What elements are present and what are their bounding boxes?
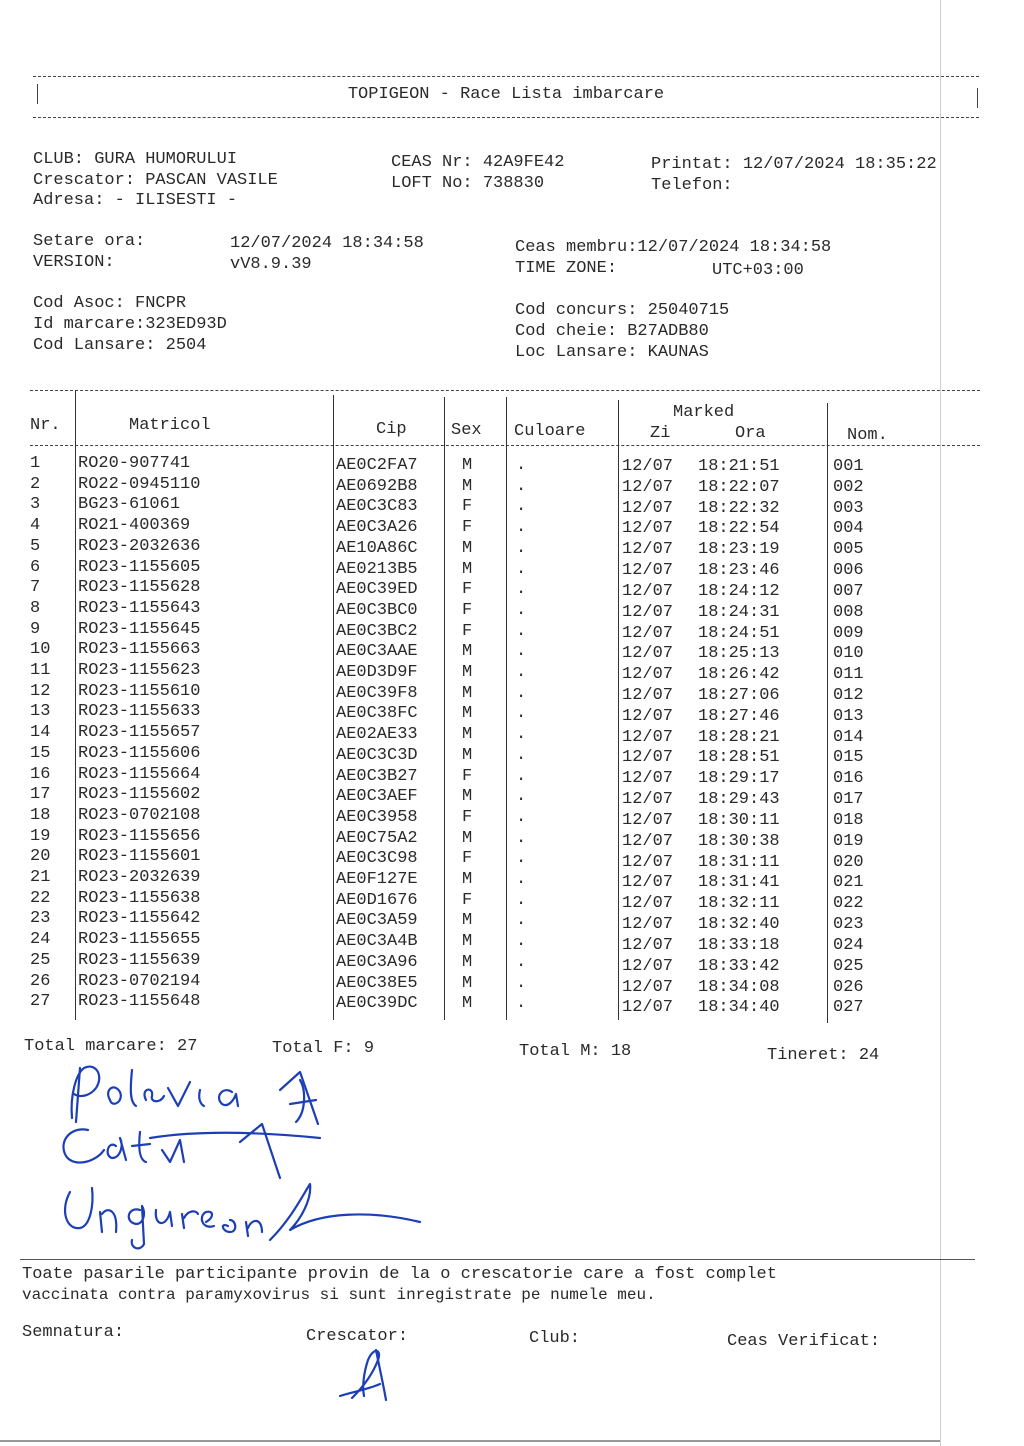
cell-sex: M	[462, 559, 473, 579]
cell-nom: 011	[833, 665, 864, 685]
cell-sex: F	[462, 497, 473, 517]
cell-sex: M	[462, 476, 473, 496]
cell-zi: 12/07	[622, 748, 674, 768]
cell-sex: M	[462, 787, 473, 807]
cell-ora: 18:29:43	[698, 790, 780, 810]
cell-nr: 15	[30, 743, 51, 763]
cell-zi: 12/07	[622, 998, 674, 1018]
cell-ora: 18:23:46	[698, 561, 780, 581]
cell-nr: 12	[30, 681, 51, 701]
ceas-verificat-label: Ceas Verificat:	[727, 1332, 881, 1351]
cell-nom: 005	[833, 540, 864, 560]
cell-culoare: .	[516, 973, 527, 993]
cell-sex: F	[462, 766, 473, 786]
cell-matricol: RO23-0702194	[78, 971, 201, 991]
statement-line-2: vaccinata contra paramyxovirus si sunt inregistrate pe numele meu.	[22, 1286, 656, 1304]
cell-cip: AE0C3C83	[336, 497, 418, 517]
cell-culoare: .	[516, 642, 527, 662]
cell-nom: 023	[833, 915, 864, 935]
header-nr: Nr.	[30, 416, 61, 435]
printat: Printat: 12/07/2024 18:35:22	[651, 155, 937, 174]
cell-sex: M	[462, 725, 473, 745]
header-zi: Zi	[650, 424, 671, 443]
cell-culoare: .	[516, 725, 527, 745]
title-box	[33, 70, 979, 120]
cell-nr: 21	[30, 868, 51, 887]
cod-cheie: Cod cheie: B27ADB80	[515, 322, 709, 341]
cell-cip: AE0C3AEF	[336, 787, 418, 807]
cell-sex: M	[462, 642, 473, 662]
cell-sex: M	[462, 456, 473, 475]
tineret: Tineret: 24	[767, 1046, 880, 1065]
cell-matricol: BG23-61061	[78, 495, 181, 515]
cell-culoare: .	[516, 870, 527, 889]
cell-cip: AE0C3A59	[336, 911, 418, 931]
cell-zi: 12/07	[622, 769, 674, 789]
cell-ora: 18:30:11	[698, 810, 780, 830]
cell-nom: 022	[833, 894, 864, 914]
cell-culoare: .	[516, 497, 527, 517]
cell-ora: 18:30:38	[698, 831, 780, 851]
cell-nr: 17	[30, 785, 51, 805]
cell-zi: 12/07	[622, 477, 674, 497]
cell-matricol: RO23-1155639	[78, 950, 201, 970]
cell-sex: F	[462, 807, 473, 827]
total-marcare: Total marcare: 27	[24, 1037, 198, 1056]
cell-culoare: .	[516, 476, 527, 496]
cell-nr: 20	[30, 847, 51, 867]
bottom-rule	[0, 1440, 940, 1442]
cell-matricol: RO23-1155628	[78, 578, 201, 598]
table-row	[30, 950, 980, 976]
cell-zi: 12/07	[622, 852, 674, 872]
cell-matricol: RO20-907741	[78, 454, 191, 473]
loft-no: LOFT No: 738830	[391, 174, 545, 193]
cell-nr: 1	[30, 454, 41, 473]
cell-cip: AE0C3B27	[336, 766, 418, 786]
table-row	[30, 764, 980, 789]
total-f: Total F: 9	[272, 1039, 375, 1058]
cell-nr: 5	[30, 536, 41, 556]
cell-cip: AE0C3958	[336, 807, 418, 827]
cell-nr: 27	[30, 992, 51, 1012]
cell-matricol: RO23-1155623	[78, 661, 201, 680]
club-line: CLUB: GURA HUMORULUI	[33, 150, 238, 169]
cell-nom: 007	[833, 581, 864, 601]
cell-sex: M	[462, 870, 473, 889]
cell-ora: 18:24:31	[698, 602, 780, 622]
cell-sex: M	[462, 683, 473, 703]
cell-matricol: RO23-1155656	[78, 826, 201, 846]
ceas-nr: CEAS Nr: 42A9FE42	[391, 153, 565, 172]
cell-cip: AE0C38E5	[336, 973, 418, 993]
marcare-table	[30, 385, 980, 1025]
cell-zi: 12/07	[622, 706, 674, 726]
table-row	[30, 929, 980, 955]
cell-culoare: .	[516, 911, 527, 931]
table-row	[30, 453, 980, 474]
header-matricol: Matricol	[129, 416, 211, 435]
cell-nom: 001	[833, 457, 864, 476]
cell-cip: AE0C3AAE	[336, 642, 418, 662]
cell-ora: 18:21:51	[698, 457, 780, 476]
cell-culoare: .	[516, 456, 527, 475]
cell-matricol: RO23-0702108	[78, 805, 201, 825]
cell-cip: AE0C39ED	[336, 580, 418, 600]
cell-sex: M	[462, 932, 473, 952]
cell-zi: 12/07	[622, 519, 674, 539]
table-row	[30, 701, 980, 726]
cell-ora: 18:25:13	[698, 644, 780, 664]
cell-ora: 18:33:18	[698, 935, 780, 955]
title-bottom-border	[33, 117, 979, 118]
cell-nom: 017	[833, 790, 864, 810]
crescator-signature-label: Crescator:	[306, 1327, 409, 1346]
cell-nom: 003	[833, 498, 864, 518]
cell-culoare: .	[516, 849, 527, 869]
cell-ora: 18:31:11	[698, 852, 780, 872]
header-sex: Sex	[451, 421, 482, 440]
cell-cip: AE0213B5	[336, 559, 418, 579]
cell-zi: 12/07	[622, 498, 674, 518]
cell-matricol: RO23-1155645	[78, 619, 201, 639]
cell-culoare: .	[516, 952, 527, 972]
cell-nom: 015	[833, 748, 864, 768]
cell-cip: AE10A86C	[336, 538, 418, 558]
cod-asoc: Cod Asoc: FNCPR	[33, 294, 187, 313]
cell-nr: 13	[30, 702, 51, 722]
cell-zi: 12/07	[622, 623, 674, 643]
cell-ora: 18:33:42	[698, 956, 780, 976]
loc-lansare: Loc Lansare: KAUNAS	[515, 343, 709, 362]
cell-culoare: .	[516, 745, 527, 765]
cell-ora: 18:22:07	[698, 477, 780, 497]
table-row	[30, 784, 980, 810]
table-row	[30, 536, 980, 560]
table-row	[30, 639, 980, 664]
cell-ora: 18:27:46	[698, 706, 780, 726]
table-row	[30, 515, 980, 539]
cell-sex: M	[462, 994, 473, 1014]
cod-lansare: Cod Lansare: 2504	[33, 336, 207, 355]
cell-zi: 12/07	[622, 644, 674, 664]
table-row	[30, 971, 980, 997]
cell-sex: M	[462, 952, 473, 972]
cell-zi: 12/07	[622, 831, 674, 851]
cell-culoare: .	[516, 600, 527, 620]
cell-ora: 18:23:19	[698, 540, 780, 560]
cell-zi: 12/07	[622, 873, 674, 893]
table-row	[30, 805, 980, 830]
cell-matricol: RO23-1155602	[78, 785, 201, 805]
cell-ora: 18:29:17	[698, 769, 780, 789]
cell-zi: 12/07	[622, 457, 674, 476]
table-row	[30, 888, 980, 914]
cell-matricol: RO23-1155638	[78, 888, 201, 908]
cell-nom: 006	[833, 561, 864, 581]
cell-cip: AE0C39DC	[336, 994, 418, 1014]
cell-culoare: .	[516, 890, 527, 910]
cell-culoare: .	[516, 828, 527, 848]
title-top-border	[33, 76, 979, 77]
cell-cip: AE02AE33	[336, 725, 418, 745]
cell-sex: M	[462, 828, 473, 848]
table-row	[30, 598, 980, 622]
cell-culoare: .	[516, 766, 527, 786]
cell-matricol: RO23-1155664	[78, 764, 201, 784]
cell-cip: AE0C39F8	[336, 683, 418, 703]
table-row	[30, 826, 980, 851]
cell-nom: 027	[833, 998, 864, 1018]
cell-cip: AE0C3C98	[336, 849, 418, 869]
cell-matricol: RO23-1155633	[78, 702, 201, 722]
cell-matricol: RO23-1155606	[78, 743, 201, 763]
cell-ora: 18:26:42	[698, 665, 780, 685]
cell-ora: 18:22:32	[698, 498, 780, 518]
cell-nr: 3	[30, 495, 41, 515]
version-label: VERSION:	[33, 253, 115, 272]
cell-nr: 6	[30, 557, 41, 577]
cell-cip: AE0C2FA7	[336, 456, 418, 475]
cell-cip: AE0D3D9F	[336, 663, 418, 682]
cell-culoare: .	[516, 518, 527, 538]
cell-nr: 26	[30, 971, 51, 991]
header-marked: Marked	[673, 403, 735, 422]
id-marcare: Id marcare:323ED93D	[33, 315, 227, 334]
cell-nom: 024	[833, 935, 864, 955]
cell-cip: AE0C38FC	[336, 704, 418, 724]
cell-sex: M	[462, 973, 473, 993]
cell-nr: 8	[30, 598, 41, 618]
cell-nr: 16	[30, 764, 51, 784]
cell-zi: 12/07	[622, 915, 674, 935]
table-row	[30, 846, 980, 872]
cell-nr: 22	[30, 888, 51, 908]
header-ora: Ora	[735, 424, 766, 443]
cell-nom: 016	[833, 769, 864, 789]
cell-sex: M	[462, 911, 473, 931]
table-row	[30, 991, 980, 1018]
telefon: Telefon:	[651, 176, 733, 195]
cell-sex: F	[462, 849, 473, 869]
cell-culoare: .	[516, 787, 527, 807]
cell-nom: 010	[833, 644, 864, 664]
cell-zi: 12/07	[622, 935, 674, 955]
table-row	[30, 660, 980, 685]
adresa-line: Adresa: - ILISESTI -	[33, 191, 238, 210]
setare-ora-label: Setare ora:	[33, 232, 146, 251]
cell-matricol: RO21-400369	[78, 516, 191, 536]
cell-ora: 18:31:41	[698, 873, 780, 893]
cell-sex: M	[462, 745, 473, 765]
cell-matricol: RO23-1155605	[78, 557, 201, 577]
crescator-line: Crescator: PASCAN VASILE	[33, 171, 278, 190]
header-cip: Cip	[376, 420, 407, 439]
cell-nr: 19	[30, 826, 51, 846]
cell-zi: 12/07	[622, 581, 674, 601]
cell-nr: 2	[30, 474, 41, 494]
cell-nom: 014	[833, 727, 864, 747]
cell-cip: AE0C3A4B	[336, 932, 418, 952]
cell-nr: 11	[30, 661, 51, 680]
cell-matricol: RO23-1155657	[78, 723, 201, 743]
cell-culoare: .	[516, 580, 527, 600]
time-zone-value: UTC+03:00	[712, 261, 804, 280]
table-row	[30, 619, 980, 643]
table-row	[30, 867, 980, 893]
cell-zi: 12/07	[622, 561, 674, 581]
cell-cip: AE0C3C3D	[336, 745, 418, 765]
cell-culoare: .	[516, 932, 527, 952]
cell-zi: 12/07	[622, 602, 674, 622]
cell-culoare: .	[516, 663, 527, 682]
cell-nom: 021	[833, 873, 864, 893]
cell-matricol: RO23-1155642	[78, 909, 201, 929]
cell-matricol: RO23-1155655	[78, 930, 201, 950]
cell-culoare: .	[516, 621, 527, 641]
table-row	[30, 557, 980, 581]
cell-culoare: .	[516, 807, 527, 827]
cell-culoare: .	[516, 538, 527, 558]
cell-matricol: RO23-1155663	[78, 640, 201, 660]
cell-matricol: RO23-2032636	[78, 536, 201, 556]
cell-nom: 018	[833, 810, 864, 830]
cell-cip: AE0C3BC0	[336, 600, 418, 620]
cell-cip: AE0D1676	[336, 890, 418, 910]
table-row	[30, 474, 980, 495]
cell-nom: 012	[833, 686, 864, 705]
cell-nr: 10	[30, 640, 51, 660]
cell-cip: AE0C3A26	[336, 518, 418, 538]
cell-cip: AE0C75A2	[336, 828, 418, 848]
cell-ora: 18:27:06	[698, 686, 780, 705]
cell-zi: 12/07	[622, 977, 674, 997]
cell-cip: AE0C3A96	[336, 952, 418, 972]
cell-cip: AE0F127E	[336, 870, 418, 889]
cell-culoare: .	[516, 683, 527, 703]
cell-ora: 18:34:40	[698, 998, 780, 1018]
statement-line-1: Toate pasarile participante provin de la o crescatorie care a fost complet	[22, 1265, 777, 1284]
cell-nom: 009	[833, 623, 864, 643]
version-value: vV8.9.39	[230, 255, 312, 274]
table-row	[30, 722, 980, 747]
cell-nr: 7	[30, 578, 41, 598]
cell-zi: 12/07	[622, 894, 674, 914]
cell-zi: 12/07	[622, 540, 674, 560]
cell-nr: 25	[30, 950, 51, 970]
cell-ora: 18:28:21	[698, 727, 780, 747]
cell-nom: 025	[833, 956, 864, 976]
cell-matricol: RO23-1155643	[78, 598, 201, 618]
cell-cip: AE0C3BC2	[336, 621, 418, 641]
cell-zi: 12/07	[622, 790, 674, 810]
header-nom: Nom.	[847, 426, 888, 445]
setare-ora-value: 12/07/2024 18:34:58	[230, 234, 424, 253]
cell-sex: F	[462, 890, 473, 910]
cell-culoare: .	[516, 994, 527, 1014]
cell-ora: 18:32:40	[698, 915, 780, 935]
table-row	[30, 577, 980, 601]
cell-zi: 12/07	[622, 665, 674, 685]
cell-ora: 18:24:51	[698, 623, 780, 643]
cell-nr: 14	[30, 723, 51, 743]
cell-zi: 12/07	[622, 686, 674, 705]
cell-matricol: RO23-1155610	[78, 681, 201, 701]
semnatura-label: Semnatura:	[22, 1323, 125, 1342]
cod-concurs: Cod concurs: 25040715	[515, 301, 730, 320]
cell-nom: 013	[833, 706, 864, 726]
cell-nr: 23	[30, 909, 51, 929]
cell-matricol: RO23-1155648	[78, 992, 201, 1012]
cell-zi: 12/07	[622, 727, 674, 747]
cell-sex: F	[462, 600, 473, 620]
cell-ora: 18:22:54	[698, 519, 780, 539]
cell-culoare: .	[516, 704, 527, 724]
cell-sex: M	[462, 704, 473, 724]
table-top-rule	[30, 390, 980, 391]
ceas-membru: Ceas membru:12/07/2024 18:34:58	[515, 238, 832, 257]
cell-nr: 9	[30, 619, 41, 639]
cell-nom: 004	[833, 519, 864, 539]
club-signature-label: Club:	[529, 1329, 581, 1348]
cell-zi: 12/07	[622, 956, 674, 976]
cell-matricol: RO23-1155601	[78, 847, 201, 867]
cell-sex: M	[462, 663, 473, 682]
cell-nr: 4	[30, 516, 41, 536]
cell-sex: F	[462, 621, 473, 641]
cell-matricol: RO22-0945110	[78, 474, 201, 494]
table-row	[30, 908, 980, 935]
cell-ora: 18:32:11	[698, 894, 780, 914]
cell-sex: F	[462, 580, 473, 600]
time-zone-label: TIME ZONE:	[515, 259, 618, 278]
table-header-rule	[30, 445, 980, 446]
cell-sex: F	[462, 518, 473, 538]
cell-culoare: .	[516, 559, 527, 579]
table-row	[30, 743, 980, 768]
cell-nr: 18	[30, 805, 51, 825]
cell-ora: 18:28:51	[698, 748, 780, 768]
cell-cip: AE0692B8	[336, 476, 418, 496]
cell-nom: 002	[833, 477, 864, 497]
total-m: Total M: 18	[519, 1042, 632, 1061]
header-culoare: Culoare	[514, 422, 586, 441]
table-row	[30, 681, 980, 705]
cell-sex: M	[462, 538, 473, 558]
cell-nom: 020	[833, 852, 864, 872]
table-row	[30, 494, 980, 518]
cell-ora: 18:24:12	[698, 581, 780, 601]
cell-ora: 18:34:08	[698, 977, 780, 997]
cell-nom: 008	[833, 602, 864, 622]
footer-rule	[20, 1259, 975, 1260]
cell-zi: 12/07	[622, 810, 674, 830]
page-title: TOPIGEON - Race Lista imbarcare	[347, 85, 665, 104]
cell-nr: 24	[30, 930, 51, 950]
cell-matricol: RO23-2032639	[78, 868, 201, 887]
cell-nom: 026	[833, 977, 864, 997]
cell-nom: 019	[833, 831, 864, 851]
